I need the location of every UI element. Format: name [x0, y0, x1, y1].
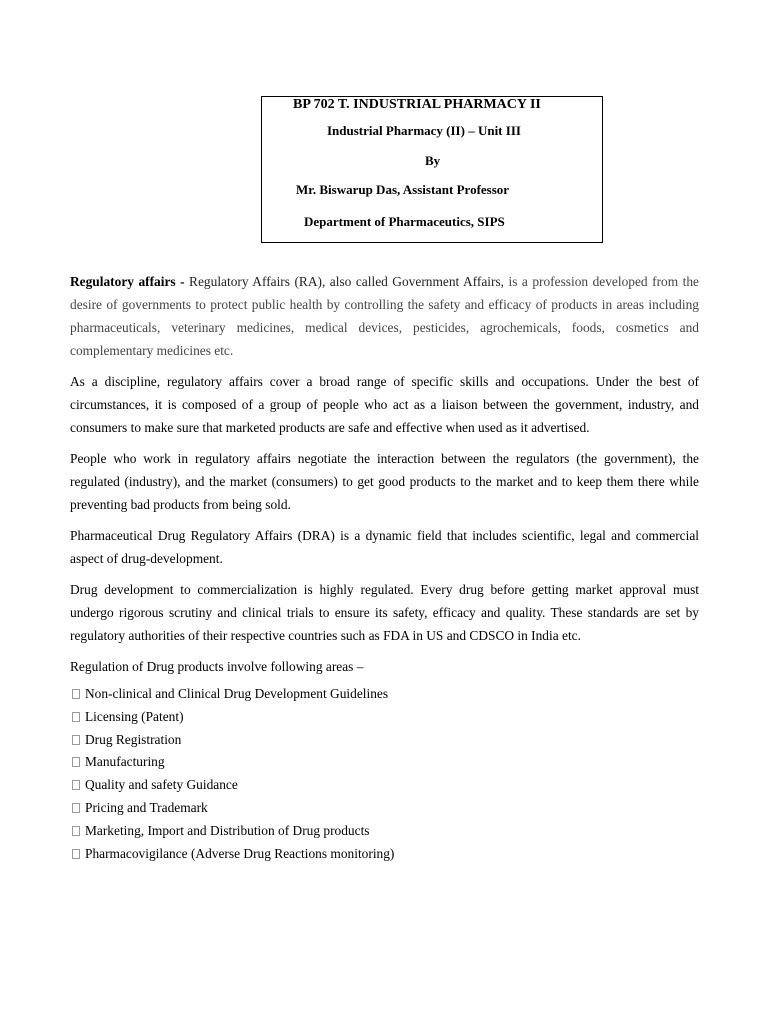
list-item — [72, 774, 394, 797]
paragraph-discipline: As a discipline, regulatory affairs cover a broad range of specific skills and occupations. Under the best of circumstances, it is composed of a group of people who act as a liaison between the government, industry, and consumers to make sure that marketed products are safe and effective when used as it advertised. — [70, 374, 699, 435]
bullet-icon — [72, 735, 80, 745]
list-item — [72, 820, 394, 843]
bullet-icon — [72, 689, 80, 699]
list-item — [72, 706, 394, 729]
bullet-icon — [72, 826, 80, 836]
paragraph-people: People who work in regulatory affairs negotiate the interaction between the regulators (the government), the regulated (industry), and the market (consumers) to get good products to the market and to keep them there while preventing bad products from being sold. — [70, 451, 699, 512]
regulatory-affairs-heading: Regulatory affairs - — [70, 274, 185, 289]
department-line: Department of Pharmaceutics, SIPS — [304, 214, 505, 229]
list-item — [72, 729, 394, 752]
bullet-icon — [72, 803, 80, 813]
bullet-icon — [72, 712, 80, 722]
document-body — [70, 270, 699, 686]
course-title: BP 702 T. INDUSTRIAL PHARMACY II — [293, 97, 541, 112]
list-item-text: Pricing and Trademark — [85, 799, 208, 815]
list-item-text: Pharmacovigilance (Adverse Drug Reactions monitoring) — [85, 845, 395, 861]
list-item-text: Manufacturing — [85, 754, 165, 770]
bullet-icon — [72, 849, 80, 859]
list-item-text: Licensing (Patent) — [85, 708, 184, 724]
paragraph-regulatory-affairs — [70, 270, 699, 362]
unit-title: Industrial Pharmacy (II) – Unit III — [327, 123, 521, 138]
list-item-text: Drug Registration — [85, 731, 182, 747]
paragraph-1-rest: is a profession developed from the desire of governments to protect public health by controlling the safety and efficacy of products in areas including pharmaceuticals, veterinary medicines, medical devices, pesticides, agrochemicals, foods, cosmetics and complementary medicines etc. — [70, 274, 699, 358]
list-item — [72, 751, 394, 774]
title-box — [261, 96, 603, 243]
paragraph-dra: Pharmaceutical Drug Regulatory Affairs (DRA) is a dynamic field that includes scientific, legal and commercial aspect of drug-development. — [70, 528, 699, 566]
list-item-text: Non-clinical and Clinical Drug Development Guidelines — [85, 686, 389, 701]
author-line: Mr. Biswarup Das, Assistant Professor — [296, 182, 510, 197]
bullet-icon — [72, 757, 80, 767]
by-label: By — [425, 153, 441, 168]
paragraph-drug-development: Drug development to commercialization is highly regulated. Every drug before getting market approval must undergo rigorous scrutiny and clinical trials to ensure its safety, efficacy and quality. These standards are set by regulatory authorities of their respective countries such as FDA in US and CDSCO in India etc. — [70, 582, 699, 643]
areas-list — [72, 683, 394, 865]
list-item-text: Quality and safety Guidance — [85, 777, 238, 793]
list-item — [72, 843, 394, 866]
list-item-text: Marketing, Import and Distribution of Drug products — [85, 822, 370, 838]
bullet-icon — [72, 780, 80, 790]
list-item — [72, 683, 394, 706]
areas-intro: Regulation of Drug products involve following areas – — [70, 659, 364, 674]
paragraph-1-start: Regulatory Affairs (RA), also called Government Affairs, — [184, 274, 509, 289]
list-item — [72, 797, 394, 820]
